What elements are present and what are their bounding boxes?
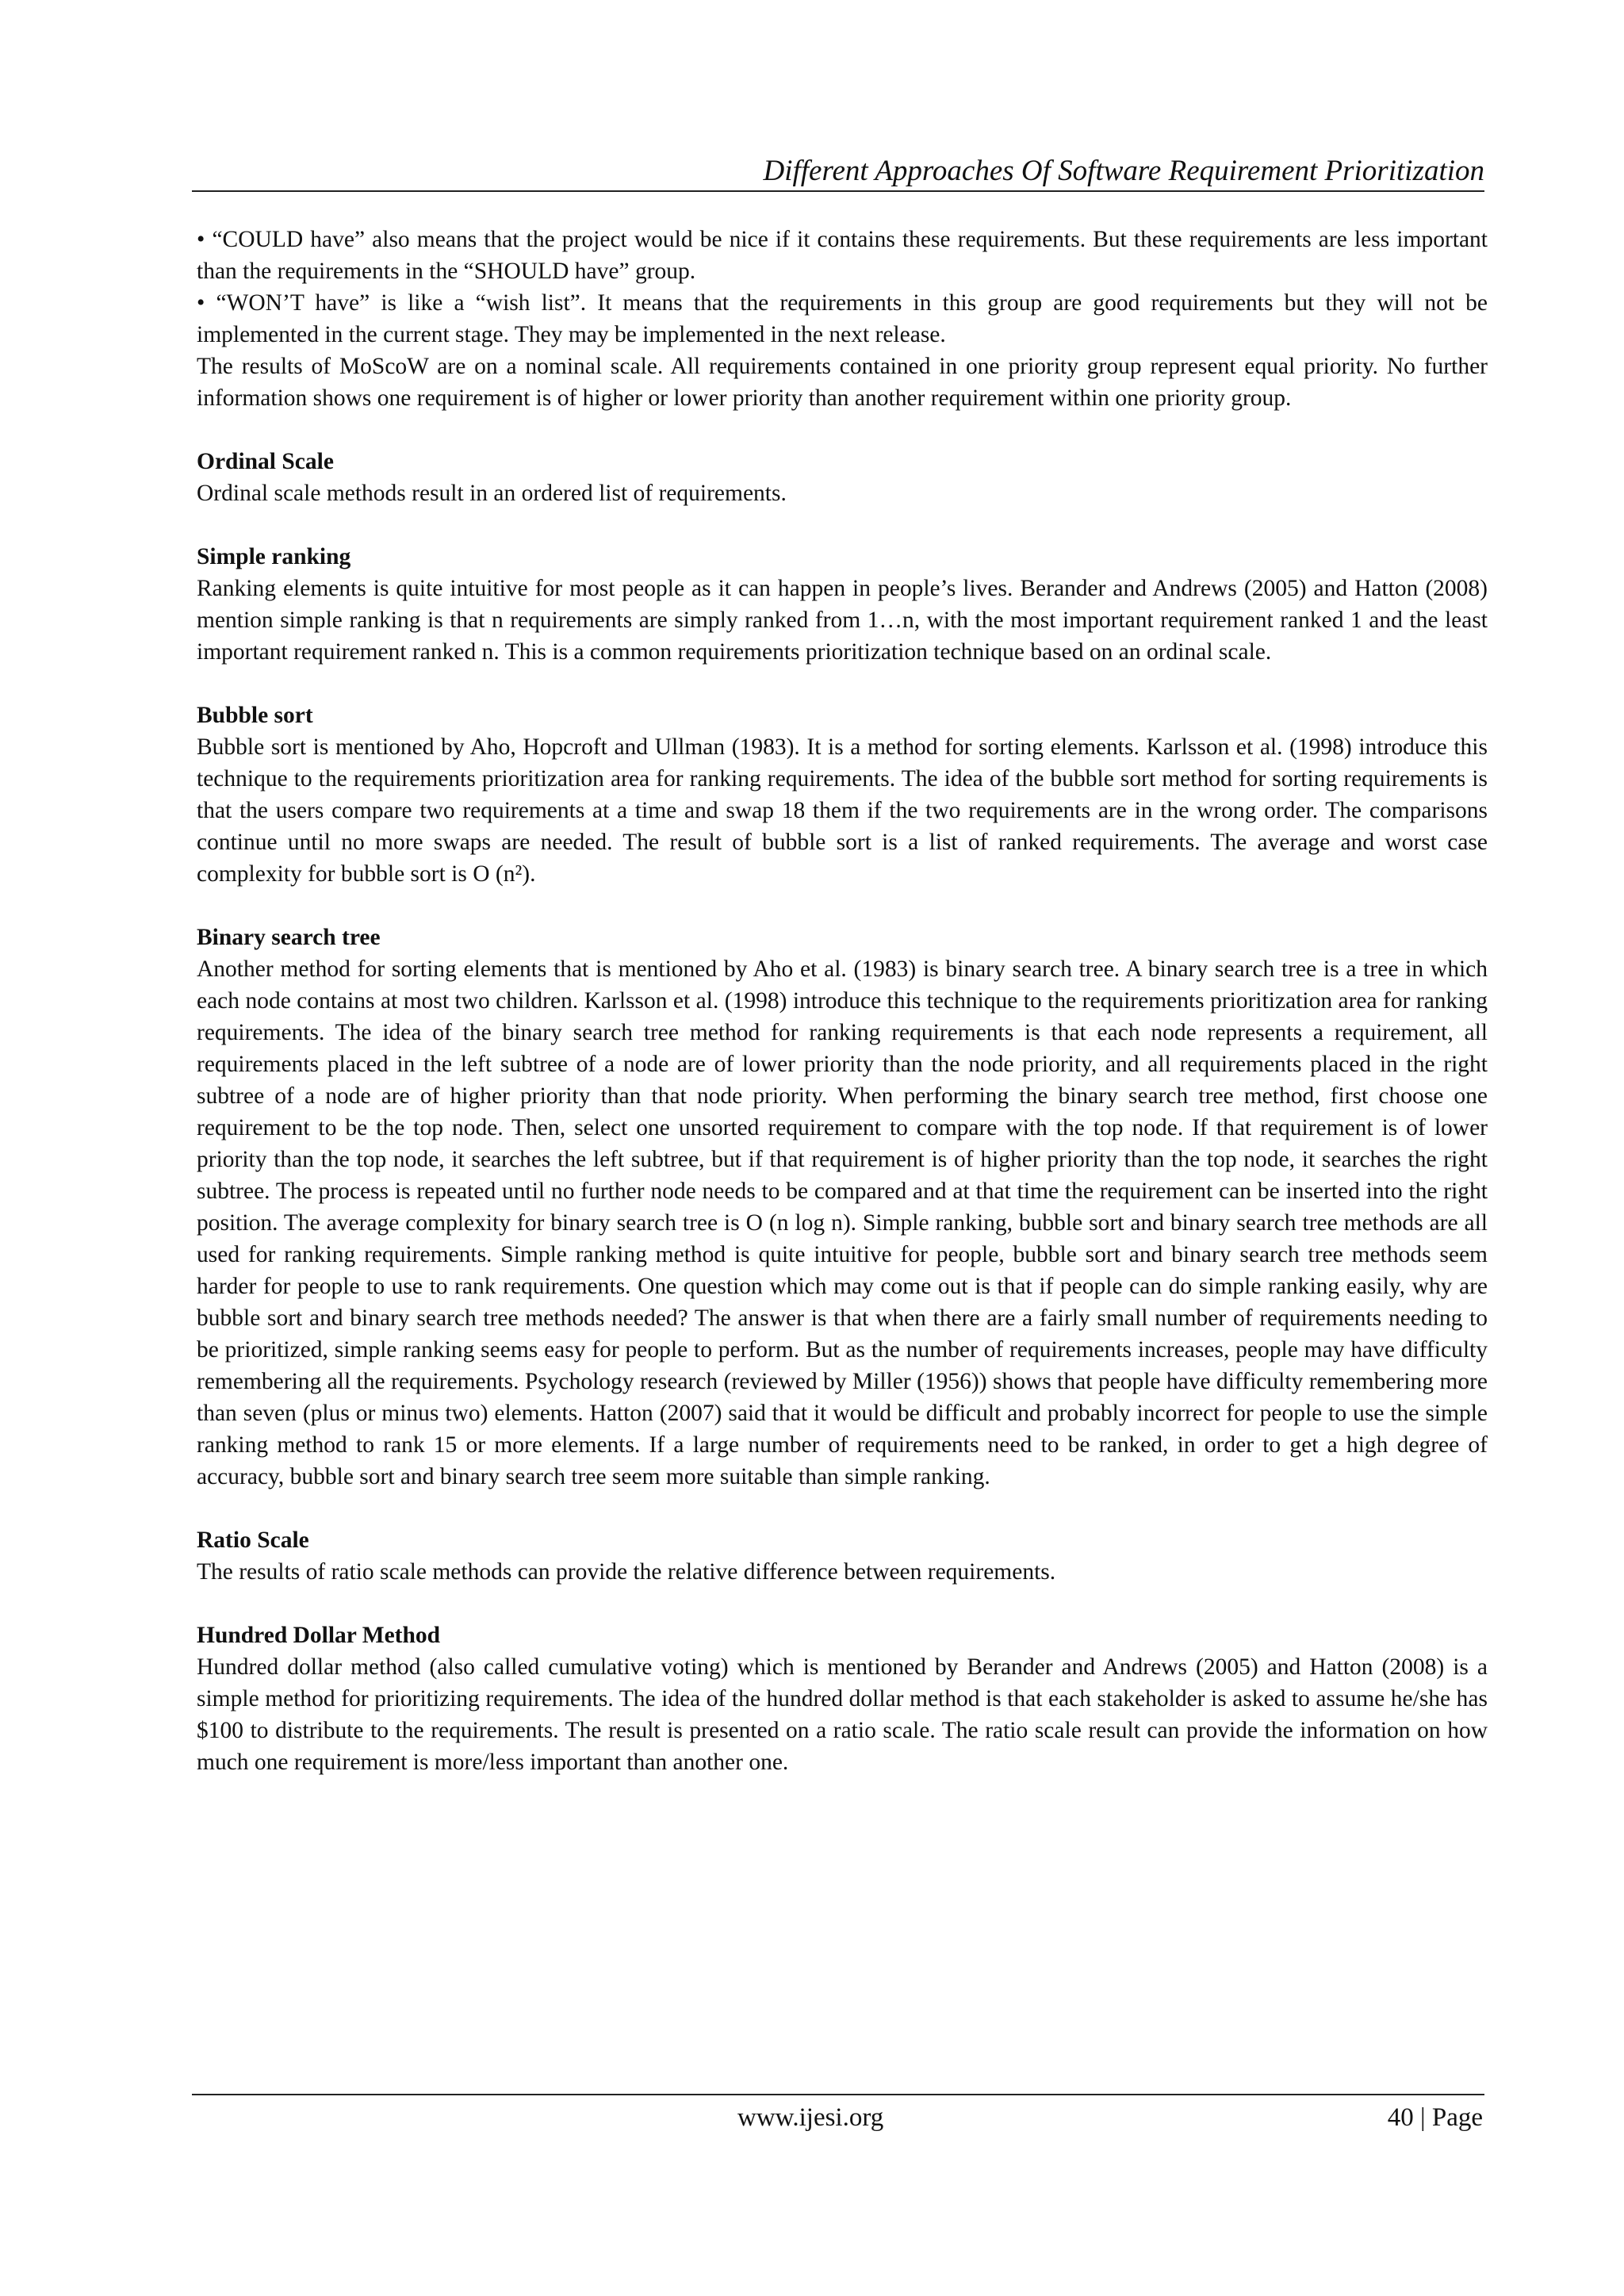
paragraph-moscow-results: The results of MoScoW are on a nominal scale. All requirements contained in one priority group represent equal priority. No further information shows one requirement is of higher or lower priority than another requirement within one priority group. xyxy=(197,354,1488,411)
paragraph-wont-have: • “WON’T have” is like a “wish list”. It means that the requirements in this group are good requirements but they will not be implemented in the current stage. They may be implemented in the next release. xyxy=(197,290,1488,347)
footer-website: www.ijesi.org xyxy=(737,2103,884,2132)
paragraph-ratio-scale: The results of ratio scale methods can provide the relative difference between requirements. xyxy=(197,1559,1056,1585)
footer-rule xyxy=(192,2094,1484,2095)
footer-page-number: 40 | Page xyxy=(1387,2103,1483,2132)
paragraph-binary-search-tree: Another method for sorting elements that is mentioned by Aho et al. (1983) is binary search tree. A binary search tree is a tree in which each node contains at most two children. Karlsson et al. (1998) introduce this technique to the requirements prioritization area for ranking requirements. The idea of the binary search tree method for ranking requirements is that each node represents a requirement, all requirements placed in the left subtree of a node are of lower priority than the node priority, and all requirements placed in the right subtree of a node are of higher priority than that node priority. When performing the binary search tree method, first choose one requirement to be the top node. Then, select one unsorted requirement to compare with the top node. If that requirement is of lower priority than the top node, it searches the left subtree, but if that requirement is of higher priority than the top node, it searches the right subtree. The process is repeated until no further node needs to be compared and at that time the requirement can be inserted into the right position. The average complexity for binary search tree is O (n log n). Simple ranking, bubble sort and binary search tree methods are all used for ranking requirements. Simple ranking method is quite intuitive for people, bubble sort and binary search tree methods seem harder for people to use to rank requirements. One question which may come out is that if people can do simple ranking easily, why are bubble sort and binary search tree methods needed? The answer is that when there are a fairly small number of requirements needing to be prioritized, simple ranking seems easy for people to perform. But as the number of requirements increases, people may have difficulty remembering all the requirements. Psychology research (reviewed by Miller (1956)) shows that people have difficulty remembering more than seven (plus or minus two) elements. Hatton (2007) said that it would be difficult and probably incorrect for people to use the simple ranking method to rank 15 or more elements. If a large number of requirements need to be ranked, in order to get a high degree of accuracy, bubble sort and binary search tree seem more suitable than simple ranking. xyxy=(197,956,1488,1489)
heading-binary-search-tree: Binary search tree xyxy=(197,925,381,950)
paragraph-ordinal-scale: Ordinal scale methods result in an ordered list of requirements. xyxy=(197,481,787,506)
paragraph-hundred-dollar-method: Hundred dollar method (also called cumulative voting) which is mentioned by Berander and Andrews (2005) and Hatton (2008) is a simple method for prioritizing requirements. The idea of the hundred dollar method is that each stakeholder is asked to assume he/she has $100 to distribute to the requirements. The result is presented on a ratio scale. The ratio scale result can provide the information on how much one requirement is more/less important than another one. xyxy=(197,1654,1488,1775)
paragraph-simple-ranking: Ranking elements is quite intuitive for most people as it can happen in people’s lives. Berander and Andrews (2005) and Hatton (2008) mention simple ranking is that n requirements are simply ranked from 1…n, with the most important requirement ranked 1 and the least important requirement ranked n. This is a common requirements prioritization technique based on an ordinal scale. xyxy=(197,576,1488,665)
header-rule xyxy=(192,190,1484,192)
paragraph-bubble-sort: Bubble sort is mentioned by Aho, Hopcroft and Ullman (1983). It is a method for sorting elements. Karlsson et al. (1998) introduce this technique to the requirements prioritization area for ranking requirements. The idea of the bubble sort method for sorting requirements is that the users compare two requirements at a time and swap 18 them if the two requirements are in the wrong order. The comparisons continue until no more swaps are needed. The result of bubble sort is a list of ranked requirements. The average and worst case complexity for bubble sort is O (n²). xyxy=(197,734,1488,887)
paragraph-could-have: • “COULD have” also means that the project would be nice if it contains these requirements. But these requirements are less important than the requirements in the “SHOULD have” group. xyxy=(197,227,1488,284)
body-content xyxy=(197,224,1488,1778)
running-header: Different Approaches Of Software Requirement Prioritization xyxy=(763,155,1484,187)
heading-bubble-sort: Bubble sort xyxy=(197,703,313,728)
heading-ratio-scale: Ratio Scale xyxy=(197,1527,309,1553)
heading-simple-ranking: Simple ranking xyxy=(197,544,351,569)
heading-ordinal-scale: Ordinal Scale xyxy=(197,449,334,474)
heading-hundred-dollar-method: Hundred Dollar Method xyxy=(197,1623,441,1648)
